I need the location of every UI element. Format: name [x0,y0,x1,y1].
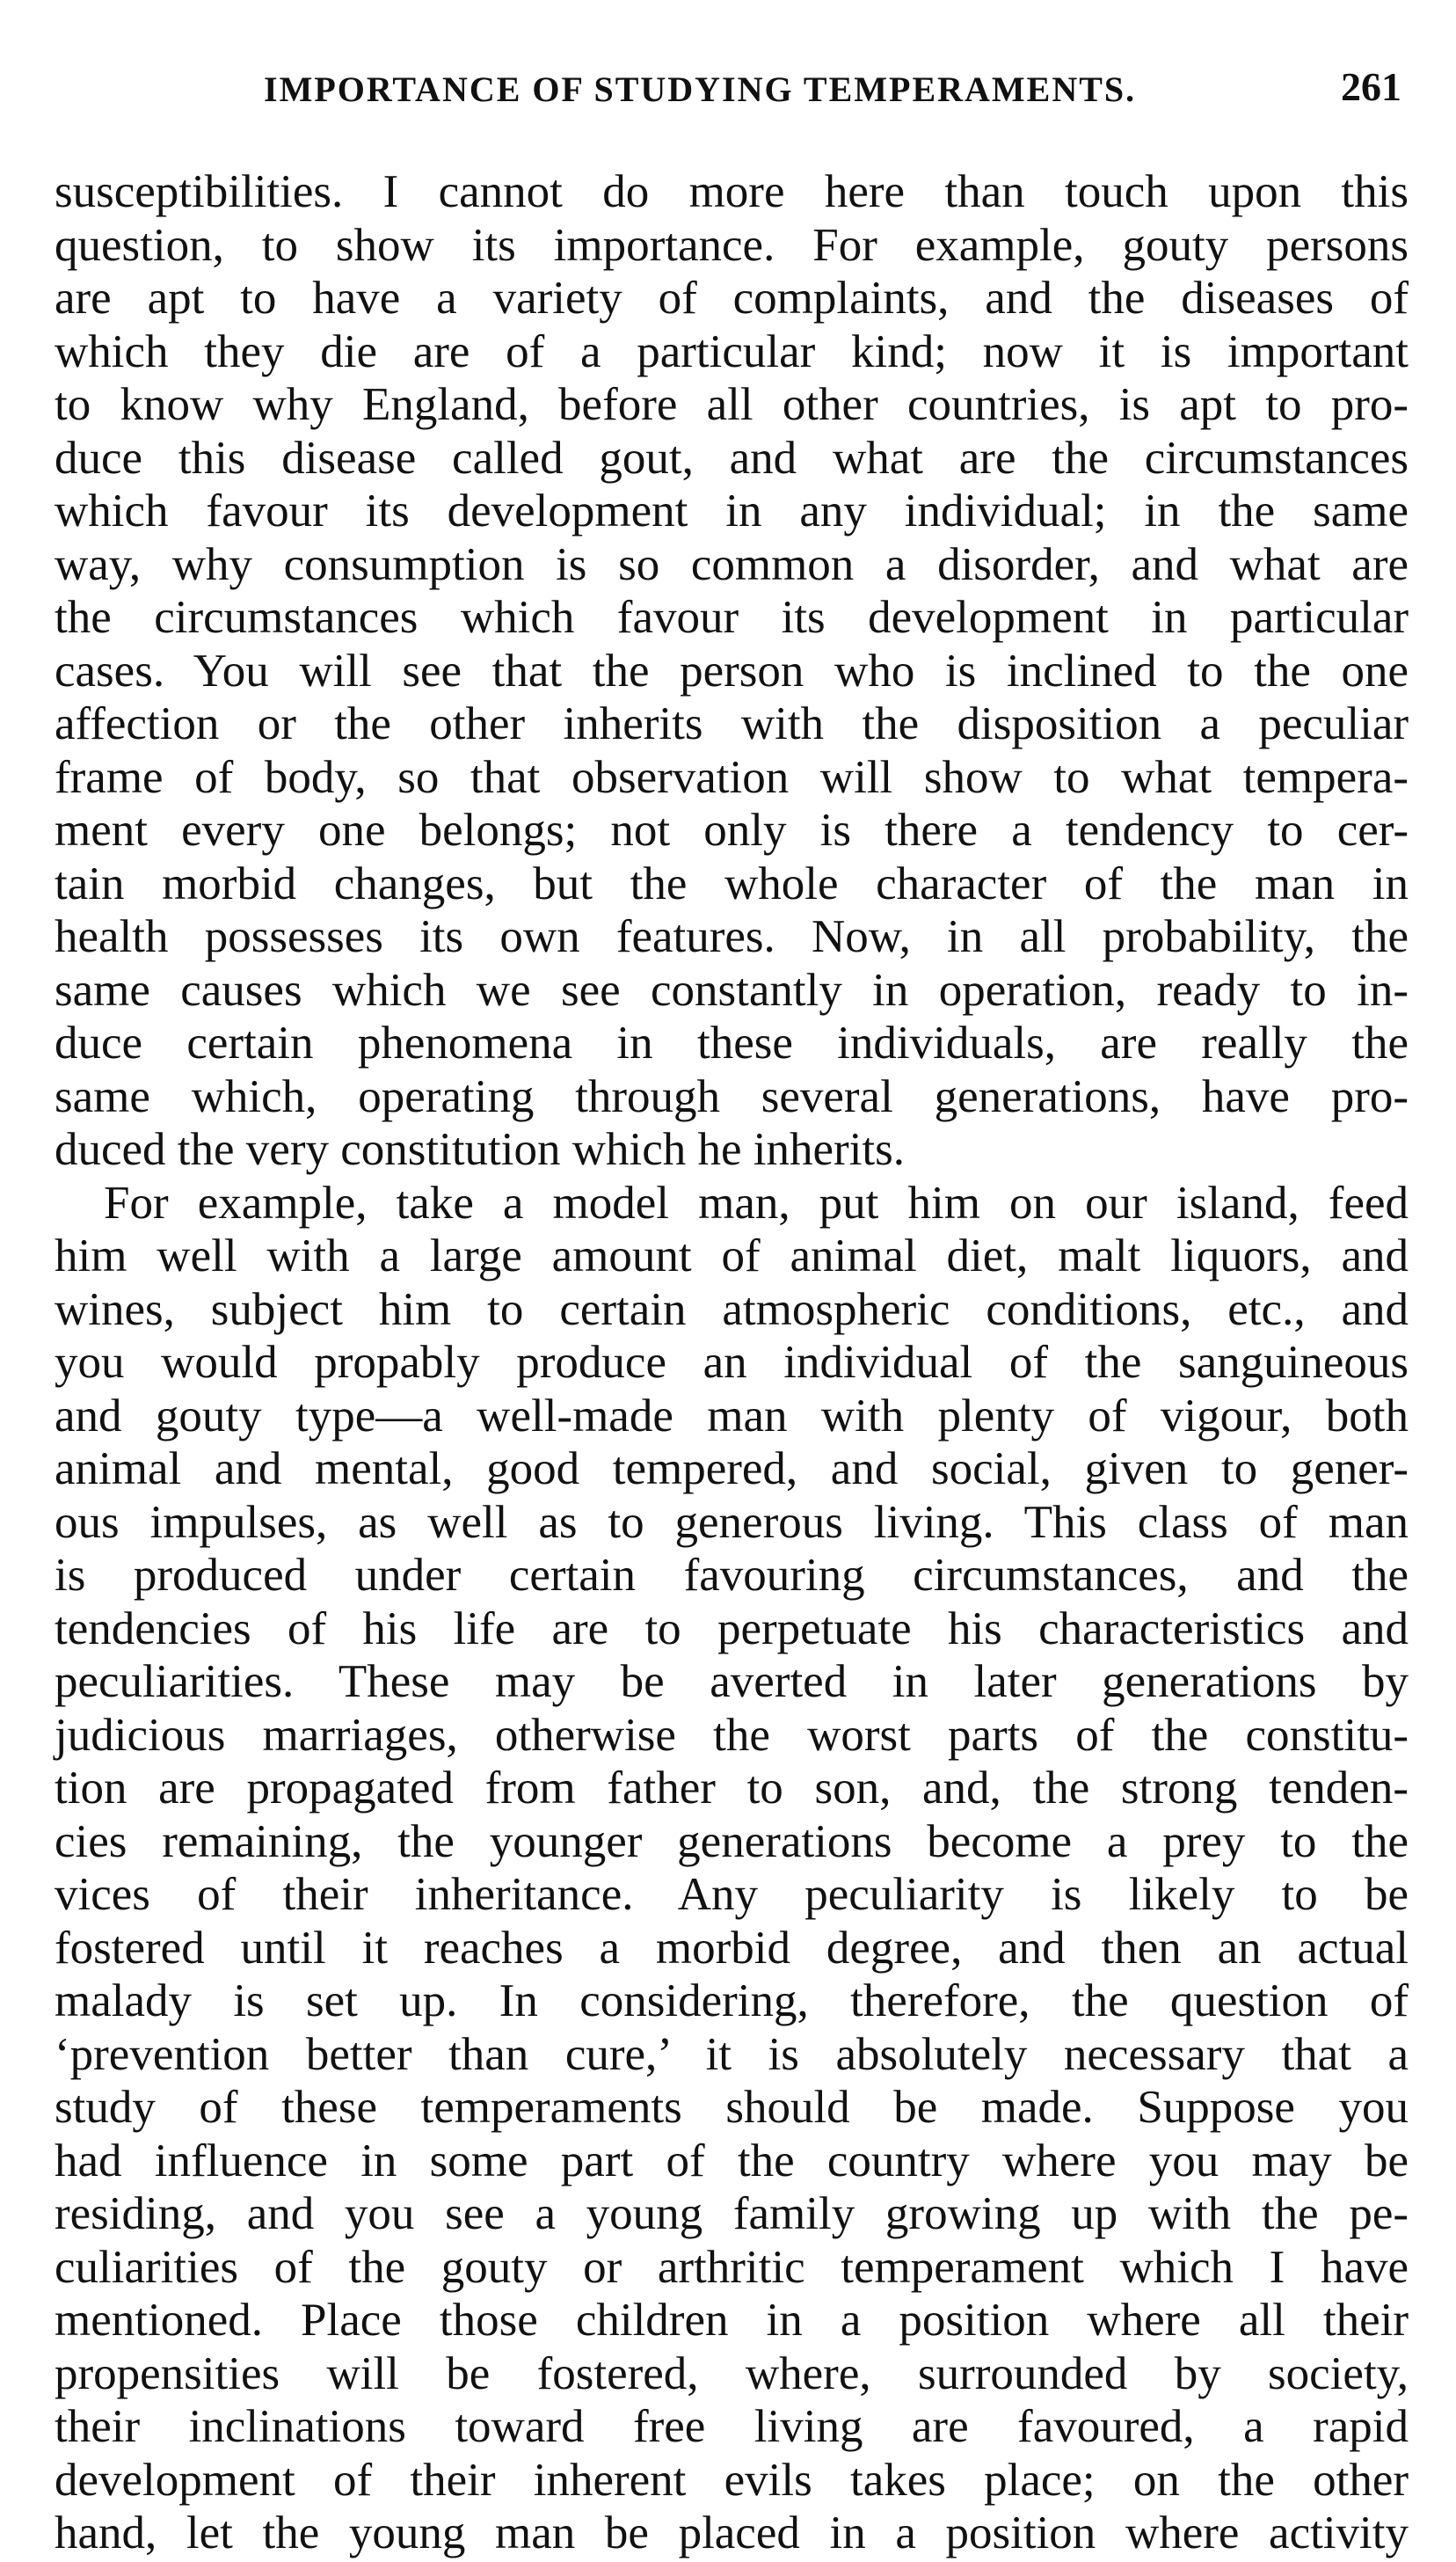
text-line: fostered until it reaches a morbid degree, and then an actual [55,1922,1409,1974]
text-line: duce certain phenomena in these individuals, are really the [55,1018,1409,1069]
text-line: are apt to have a variety of complaints, and the diseases of [55,273,1409,324]
text-line: way, why consumption is so common a disorder, and what are [55,538,1409,590]
text-line: development of their inherent evils takes place; on the other [55,2454,1409,2506]
text-line: peculiarities. These may be averted in later generations by [55,1656,1409,1707]
text-line: question, to show its importance. For example, gouty persons [55,219,1409,271]
text-line: tion are propagated from father to son, and, the strong tenden- [55,1763,1409,1814]
running-title: IMPORTANCE OF STUDYING TEMPERAMENTS. [264,69,1137,109]
text-line: their inclinations toward free living are favoured, a rapid [55,2401,1409,2452]
text-line: frame of body, so that observation will show to what tempera- [55,751,1409,803]
text-line: is produced under certain favouring circumstances, and the [55,1550,1409,1601]
text-line: vices of their inheritance. Any peculiarity is likely to be [55,1869,1409,1920]
text-line: to know why England, before all other countries, is apt to pro- [55,379,1409,430]
body-text [55,165,1409,2560]
text-line: which they die are of a particular kind; now it is important [55,325,1409,377]
text-line: duce this disease called gout, and what are the circumstances [55,432,1409,484]
text-line: same which, operating through several generations, have pro- [55,1070,1409,1122]
text-line: had influence in some part of the country where you may be [55,2135,1409,2186]
text-line: wines, subject him to certain atmospheric conditions, etc., and [55,1283,1409,1335]
page-number: 261 [1341,64,1401,109]
text-line: study of these temperaments should be made. Suppose you [55,2082,1409,2133]
text-line: ‘prevention better than cure,’ it is absolutely necessary that a [55,2028,1409,2080]
text-line: him well with a large amount of animal diet, malt liquors, and [55,1230,1409,1281]
text-line: animal and mental, good tempered, and social, given to gener- [55,1443,1409,1494]
text-line: which favour its development in any individual; in the same [55,485,1409,536]
text-line: mentioned. Place those children in a position where all their [55,2295,1409,2346]
text-line: and gouty type—a well-made man with plenty of vigour, both [55,1390,1409,1442]
text-line: tendencies of his life are to perpetuate his characteristics and [55,1602,1409,1654]
text-line: duced the very constitution which he inherits. [55,1124,906,1175]
text-line: susceptibilities. I cannot do more here than touch upon this [55,166,1409,217]
text-line: hand, let the young man be placed in a position where activity [55,2507,1409,2558]
text-line: ous impulses, as well as to generous living. This class of man [55,1496,1409,1548]
text-line: affection or the other inherits with the disposition a peculiar [55,698,1409,749]
text-line: culiarities of the gouty or arthritic temperament which I have [55,2241,1409,2293]
text-line: cases. You will see that the person who is inclined to the one [55,645,1409,697]
text-line: malady is set up. In considering, therefore, the question of [55,1975,1409,2026]
paragraph-2 [55,1177,1409,2560]
text-line: judicious marriages, otherwise the worst parts of the constitu- [55,1709,1409,1761]
text-line: same causes which we see constantly in operation, ready to in- [55,964,1409,1016]
text-line: cies remaining, the younger generations become a prey to the [55,1815,1409,1867]
text-line: the circumstances which favour its development in particular [55,592,1409,643]
text-line: residing, and you see a young family growing up with the pe- [55,2188,1409,2239]
text-line: tain morbid changes, but the whole character of the man in [55,858,1409,909]
text-line: propensities will be fostered, where, surrounded by society, [55,2347,1409,2399]
text-line: For example, take a model man, put him on our island, feed [104,1177,1409,1229]
paragraph-1 [55,165,1409,1177]
text-line: ment every one belongs; not only is there a tendency to cer- [55,805,1409,856]
text-line: health possesses its own features. Now, in all probability, the [55,911,1409,962]
text-line: you would propably produce an individual of the sanguineous [55,1337,1409,1388]
